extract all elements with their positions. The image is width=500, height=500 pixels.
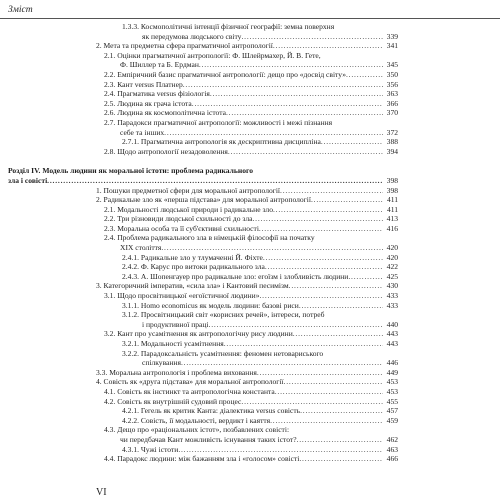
toc-page-number: 446 [386,358,398,368]
toc-entry-text: і продуктивної праці [142,319,209,329]
toc-entry[interactable] [0,41,500,51]
toc-entry-text: 2.7. Парадокси прагматичної антропології: можливості і межі пізнання [104,117,333,127]
dot-leader [299,301,383,311]
dot-leader [164,128,383,138]
toc-entry[interactable] [0,108,500,118]
toc-entry[interactable] [0,22,500,41]
toc-entry[interactable] [0,80,500,90]
toc-entry-text: 2.3. Моральна особа та її суб'єктивні схильності [104,223,259,233]
toc-entry-text: 2.4.1. Радикальне зло у тлумаченні Й. Фіхте [122,252,263,262]
toc-entry[interactable] [0,416,500,426]
toc-page-number: 398 [386,175,398,185]
dot-leader [192,99,383,109]
toc-page-number: 457 [386,406,398,416]
dot-leader [210,89,383,99]
header-rule [0,18,500,19]
toc-entry-text: 2.1. Модальності людської природи і радикальне зло [104,204,273,214]
table-of-contents [0,22,500,464]
dot-leader [226,108,383,118]
toc-entry-text: 2. Радикальне зло як «перша підстава» для моральної антропології [96,195,311,205]
toc-page-number: 453 [386,377,398,387]
toc-entry[interactable] [0,99,500,109]
toc-page-number: 443 [386,339,398,348]
toc-entry-text: 2.3. Кант versus Платнер [104,79,183,89]
toc-page-number: 366 [386,98,398,108]
toc-entry[interactable] [0,445,500,455]
toc-entry[interactable] [0,339,500,349]
toc-entry[interactable] [0,195,500,205]
toc-entry[interactable] [0,291,500,301]
dot-leader [297,435,383,445]
dot-leader [273,205,383,215]
toc-entry-text: чи передбачав Кант можливість існування таких істот? [120,434,297,444]
toc-page-number: 356 [386,79,398,89]
toc-entry-text: 2.7.1. Прагматична антропологія як дескриптивна дисципліна [122,137,321,147]
dot-leader [270,416,383,426]
toc-page-number: 433 [386,291,398,301]
toc-entry[interactable] [0,397,500,407]
toc-page-number: 398 [386,185,398,195]
dot-leader [47,176,383,186]
toc-entry-text: 3. Категоричний імператив, «сила зла» і Кантовий песимізм [96,281,289,291]
toc-entry-text: спілкування [142,358,181,368]
dot-leader [284,377,383,387]
toc-entry-text: 2.1. Оцінки прагматичної антропології: Ф. Шлейрмахер, Й. В. Гете, [104,50,321,60]
dot-leader [161,243,383,253]
toc-page-number: 459 [386,415,398,425]
toc-entry-text: 4.4. Парадокс людини: між бажанням зла і «голосом» совісті [104,454,300,464]
toc-page-number: 394 [386,146,398,156]
toc-entry-text: 2.4.3. А. Шопенгауер про радикальне зло: егоїзм і злобливість людини [122,271,349,281]
toc-entry-text: 2.4.2. Ф. Карус про витоки радикального зла [122,262,265,272]
toc-entry-text: 4.2. Совість як внутрішній судовий процес [104,396,242,406]
toc-entry-text: 2.6. Людина як космополітична істота [104,108,226,118]
toc-page-number: 420 [386,252,398,262]
toc-page-number: 372 [386,127,398,137]
running-head-title: Зміст [8,4,33,15]
toc-entry-text: 4.2.2. Совість, ії модальності, вердикт і каяття [122,415,271,425]
toc-entry-text: 2.4. Проблема радикального зла в німецькій філософії на початку [104,233,315,243]
toc-entry[interactable] [0,137,500,147]
toc-entry[interactable] [0,118,500,137]
toc-entry-text: 1.3.3. Космополітичні інтенції фізичної географії: земна поверхня [122,22,335,31]
toc-entry-text: XIX століття [120,243,162,253]
toc-entry[interactable] [0,368,500,378]
toc-entry-text: Ф. Шиллер та Б. Ердман [120,60,199,70]
toc-entry[interactable] [0,377,500,387]
toc-entry[interactable] [0,205,500,215]
toc-entry[interactable] [0,281,500,291]
dot-leader [181,358,383,368]
toc-entry-text: 3.2.2. Парадоксальність усамітнення: феномен нетовариського [122,348,324,358]
toc-page-number: 455 [386,396,398,406]
toc-page-number: 420 [386,243,398,253]
toc-page-number: 345 [386,60,398,70]
toc-page-number: 463 [386,444,398,454]
toc-entry[interactable] [0,224,500,234]
toc-entry[interactable] [0,454,500,464]
toc-entry-text: Розділ IV. Модель людини як моральної істоти: проблема радикального [8,166,253,176]
toc-entry[interactable] [0,349,500,368]
dot-leader [275,387,383,397]
toc-entry-text: 2.2. Емпіричний базис прагматичної антропології: дещо про «досвід світу» [104,69,346,79]
toc-entry[interactable] [0,186,500,196]
toc-entry-text: 3.1.1. Homo economicus як модель людини: базові риси [122,300,299,310]
toc-page-number: 339 [386,31,398,41]
dot-leader [273,41,383,51]
toc-entry[interactable] [0,70,500,80]
page-folio: VI [96,487,107,498]
dot-leader [260,291,384,301]
toc-entry[interactable] [0,301,500,311]
dot-leader [224,339,383,349]
dot-leader [348,272,383,282]
toc-page-number: 430 [386,281,398,291]
toc-page-number: 422 [386,262,398,272]
toc-entry-text: 4.3. Дещо про «раціональних істот», позбавлених совісті: [104,425,290,435]
dot-leader [241,32,383,42]
dot-leader [299,454,383,464]
toc-entry-text: 4. Совість як «друга підстава» для моральної антропології [96,377,284,387]
dot-leader [311,195,383,205]
toc-entry[interactable] [0,329,500,339]
dot-leader [257,368,383,378]
toc-entry-text: 3.1. Щодо просвітницької «егоїстичної людини» [104,291,260,301]
toc-entry-text: 4.1. Совість як інстинкт та антропологічна константа [104,386,275,396]
toc-entry-text: 3.1.2. Просвітницький світ «корисних речей», інтереси, потреб [122,310,325,320]
toc-entry-text: як передумова людського світу [142,31,242,41]
dot-leader [321,137,383,147]
toc-entry-text: 2.8. Щодо антропології незадоволення [104,146,228,156]
toc-page-number: 425 [386,271,398,281]
dot-leader [259,224,383,234]
toc-entry-text: 1. Пошуки предметної сфери для моральної антропології [96,185,281,195]
section-gap [0,156,500,166]
dot-leader [209,320,383,330]
toc-entry[interactable] [0,147,500,157]
toc-page-number: 411 [386,204,398,214]
toc-page-number: 363 [386,89,398,99]
dot-leader [289,281,383,291]
dot-leader [241,397,383,407]
dot-leader [228,147,383,157]
toc-entry-text: 2.5. Людина як грача істота [104,98,192,108]
toc-entry[interactable] [0,272,500,282]
dot-leader [263,253,383,263]
dot-leader [252,214,383,224]
toc-entry-text: 2. Мета та предметна сфера прагматичної антропології [96,41,273,51]
dot-leader [346,70,383,80]
toc-page-number: 413 [386,214,398,224]
toc-page-number: 453 [386,386,398,396]
toc-page-number: 433 [386,300,398,310]
toc-entry-text: 3.3. Моральна антропологія і проблема виховання [96,367,257,377]
toc-entry[interactable] [0,214,500,224]
toc-entry-text: 3.2. Кант про усамітнення як антропологічну рису людини [104,329,293,339]
toc-entry[interactable] [0,89,500,99]
toc-entry-text: 2.2. Три різновиди людської схильності до зла [104,214,253,224]
toc-page-number: 462 [386,434,398,444]
toc-entry-text: себе та інших [120,127,165,137]
toc-page-number: 411 [386,195,398,205]
toc-entry-text: 4.2.1. Гегель як критик Канта: діалектика versus совість [122,406,301,416]
toc-entry[interactable] [0,262,500,272]
toc-entry[interactable] [0,233,500,252]
dot-leader [280,186,383,196]
toc-page-number: 370 [386,108,398,118]
toc-entry-text: 4.3.1. Чужі істоти [122,444,179,454]
toc-page-number: 416 [386,223,398,233]
toc-entry[interactable] [0,387,500,397]
toc-entry-text: 2.4. Прагматика versus фізіологія [104,89,210,99]
toc-entry[interactable] [0,51,500,70]
toc-page-number: 443 [386,329,398,339]
toc-page-number: 388 [386,137,398,147]
toc-page-number: 466 [386,454,398,464]
dot-leader [199,60,383,70]
toc-page-number: 449 [386,367,398,377]
toc-entry[interactable] [0,406,500,416]
toc-entry-text: зла і совісті [8,175,48,185]
toc-page-number: 440 [386,319,398,329]
toc-page-number: 341 [386,41,398,51]
dot-leader [293,329,383,339]
dot-leader [178,445,383,455]
dot-leader [183,80,383,90]
toc-chapter-entry[interactable] [0,166,500,185]
toc-page-number: 350 [386,69,398,79]
toc-entry[interactable] [0,425,500,444]
toc-entry[interactable] [0,310,500,329]
dot-leader [265,262,383,272]
dot-leader [300,406,383,416]
toc-entry[interactable] [0,253,500,263]
toc-entry-text: 3.2.1. Модальності усамітнення [122,339,224,348]
